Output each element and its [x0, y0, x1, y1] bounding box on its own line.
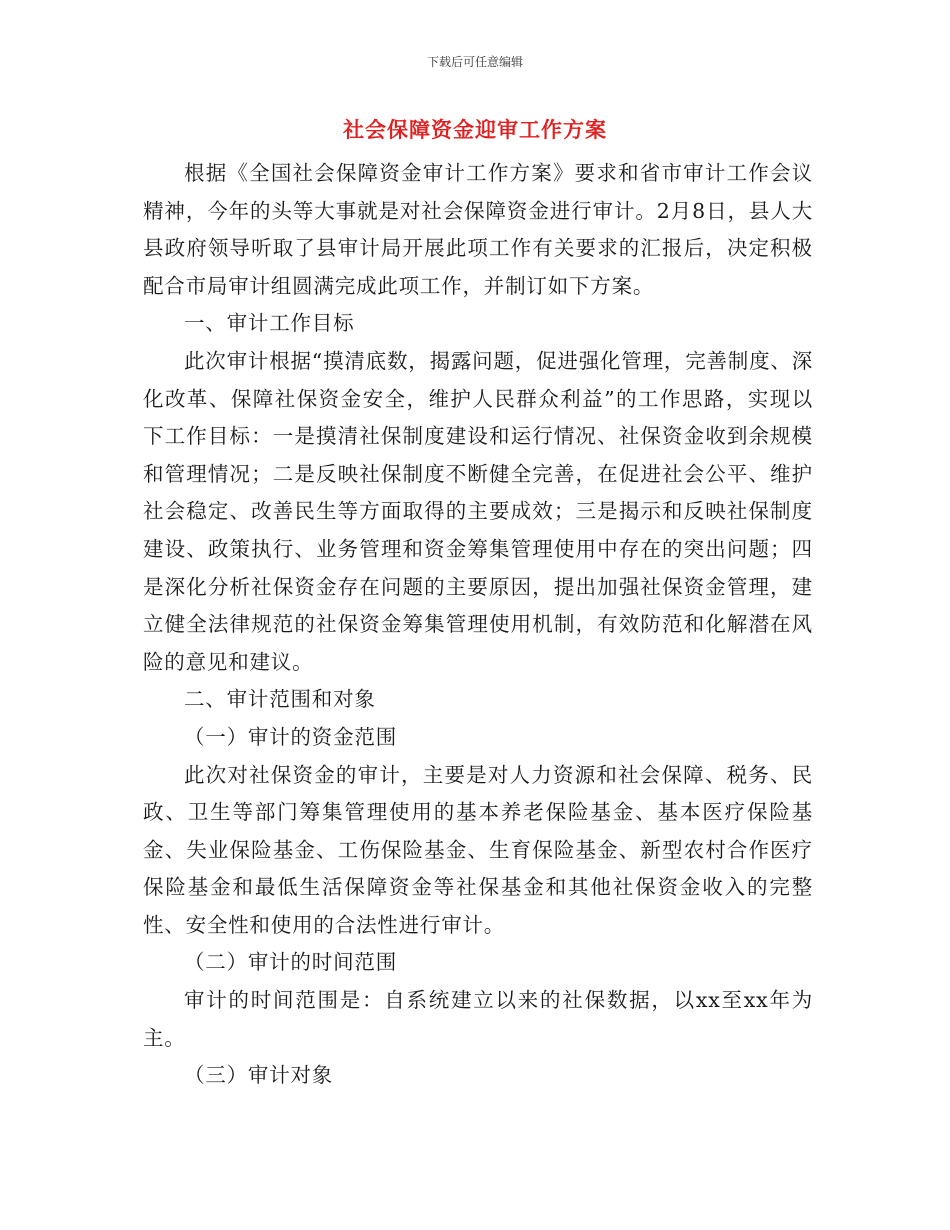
heading-audit-scope: 二、审计范围和对象 [184, 687, 376, 712]
subheading-fund-scope: （一）审计的资金范围 [184, 724, 397, 749]
paragraph-time-scope: 审计的时间范围是：自系统建立以来的社保数据，以xx至xx年为主。 [143, 988, 813, 1050]
paragraph-fund-scope: 此次对社保资金的审计，主要是对人力资源和社会保障、税务、民政、卫生等部门筹集管理使用的基本养老保险基金、基本医疗保险基金、失业保险基金、工伤保险基金、生育保险基金、新型农村合作医疗保险基金和最低生活保障资金等社保基金和其他社保资金收入的完整性、安全性和使用的合法性进行审计。 [143, 762, 813, 937]
document-title: 社会保障资金迎审工作方案 [343, 117, 607, 142]
subheading-audit-objects: （三）审计对象 [184, 1063, 334, 1088]
document-body [143, 155, 813, 1095]
paragraph-audit-goals: 此次审计根据“摸清底数，揭露问题，促进强化管理，完善制度、深化改革、保障社保资金安全，维护人民群众利益”的工作思路，实现以下工作目标：一是摸清社保制度建设和运行情况、社保资金收到余规模和管理情况；二是反映社保制度不断健全完善，在促进社会公平、维护社会稳定、改善民生等方面取得的主要成效；三是揭示和反映社保制度建设、政策执行、业务管理和资金筹集管理使用中存在的突出问题；四是深化分析社保资金存在问题的主要原因，提出加强社保资金管理，建立健全法律规范的社保资金筹集管理使用机制，有效防范和化解潜在风险的意见和建议。 [143, 348, 813, 674]
header-note: 下载后可任意编辑 [426, 55, 523, 69]
heading-audit-goals: 一、审计工作目标 [184, 311, 355, 336]
subheading-time-scope: （二）审计的时间范围 [184, 950, 397, 975]
paragraph-intro: 根据《全国社会保障资金审计工作方案》要求和省市审计工作会议精神，今年的头等大事就是对社会保障资金进行审计。2月8日，县人大县政府领导听取了县审计局开展此项工作有关要求的汇报后，决定积极配合市局审计组圆满完成此项工作，并制订如下方案。 [143, 161, 813, 298]
